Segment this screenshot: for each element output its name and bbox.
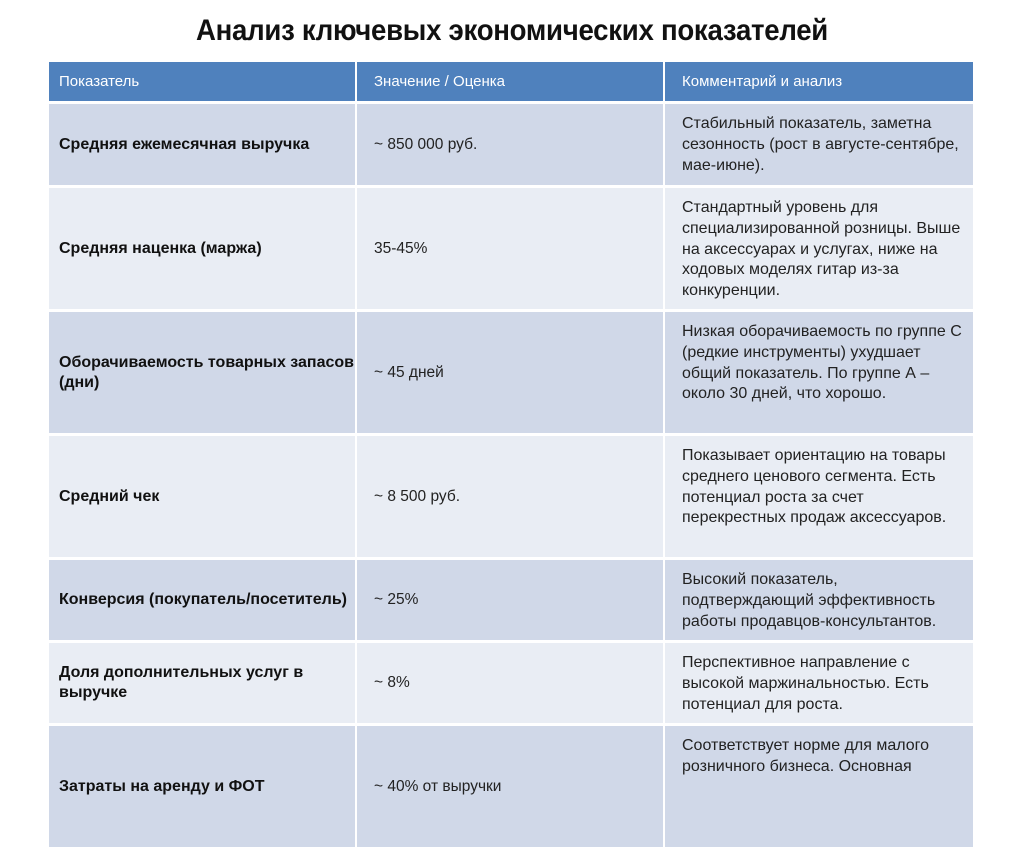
indicator-name: Средняя ежемесячная выручка bbox=[59, 135, 310, 153]
indicator-name: Доля дополнительных услуг в выручке bbox=[59, 664, 304, 701]
indicator-value: ~ 850 000 руб. bbox=[374, 135, 478, 153]
indicator-comment: Соответствует норме для малого розничного бизнеса. Основная bbox=[682, 737, 930, 775]
header-comment: Комментарий и анализ bbox=[682, 73, 843, 90]
indicator-comment: Стабильный показатель, заметна сезонность (рост в августе-сентябре, мае-июне). bbox=[682, 115, 959, 174]
header-value: Значение / Оценка bbox=[357, 62, 665, 101]
indicator-value: ~ 8% bbox=[374, 674, 410, 691]
indicator-value: ~ 45 дней bbox=[374, 363, 444, 381]
table-row bbox=[49, 436, 973, 560]
table-header-row bbox=[49, 62, 973, 104]
slide-title: Анализ ключевых экономических показателей bbox=[195, 14, 829, 47]
table-row bbox=[49, 312, 973, 436]
indicator-name: Затраты на аренду и ФОТ bbox=[59, 777, 265, 795]
table-row bbox=[49, 188, 973, 312]
indicator-value: ~ 8 500 руб. bbox=[374, 487, 461, 505]
indicator-comment: Показывает ориентацию на товары среднего ценового сегмента. Есть потенциал роста за счет перекрестных продаж аксессуаров. bbox=[682, 447, 947, 527]
indicator-comment: Низкая оборачиваемость по группе С (редкие инструменты) ухудшает общий показатель. По группе А – около 30 дней, что хорошо. bbox=[682, 323, 962, 403]
indicators-table bbox=[49, 62, 973, 850]
indicator-value: 35-45% bbox=[374, 239, 428, 257]
indicator-name: Средний чек bbox=[59, 487, 160, 505]
indicator-name: Конверсия (покупатель/посетитель) bbox=[59, 591, 347, 608]
indicator-comment: Перспективное направление с высокой маржинальностью. Есть потенциал для роста. bbox=[682, 654, 929, 713]
table-row bbox=[49, 560, 973, 643]
indicator-value: ~ 40% от выручки bbox=[374, 777, 502, 795]
table-row bbox=[49, 104, 973, 188]
indicator-name: Оборачиваемость товарных запасов (дни) bbox=[59, 353, 354, 391]
indicator-comment: Стандартный уровень для специализированной розницы. Выше на аксессуарах и услугах, ниже на ходовых моделях гитар из-за конкуренции. bbox=[682, 199, 961, 300]
indicator-comment: Высокий показатель, подтверждающий эффективность работы продавцов-консультантов. bbox=[682, 571, 937, 630]
indicator-value: ~ 25% bbox=[374, 591, 419, 608]
indicator-name: Средняя наценка (маржа) bbox=[59, 239, 262, 257]
table-row bbox=[49, 726, 973, 850]
table-row bbox=[49, 643, 973, 726]
header-indicator: Показатель bbox=[49, 62, 357, 101]
